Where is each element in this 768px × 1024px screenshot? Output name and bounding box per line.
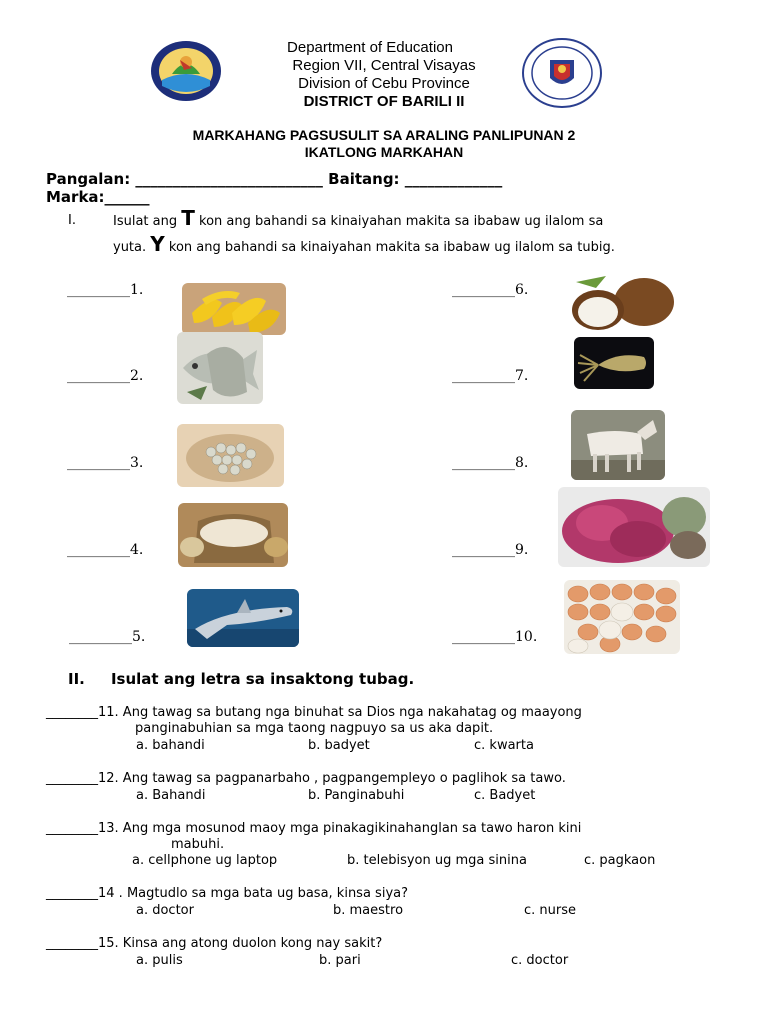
item-1-blank[interactable]: _________1. [67, 282, 144, 298]
coconut-image [566, 274, 676, 332]
q13-choice-c[interactable]: c. pagkaon [584, 853, 656, 868]
letter-t: T [181, 206, 195, 230]
q12-choice-a[interactable]: a. Bahandi [136, 788, 206, 803]
q14-choice-c[interactable]: c. nurse [524, 903, 577, 918]
exam-quarter: IKATLONG MARKAHAN [304, 144, 464, 160]
grade-field[interactable]: Baitang: _____________ [328, 170, 503, 188]
score-field[interactable]: Marka:______ [46, 188, 150, 206]
item-2-blank[interactable]: _________2. [67, 368, 144, 384]
exam-title: MARKAHANG PAGSUSULIT SA ARALING PANLIPUNAN 2 [192, 127, 576, 143]
question-13: ________13. Ang mga mosunod maoy mga pinakagikinahanglan sa tawo haron kini [46, 821, 582, 836]
q15-choice-a[interactable]: a. pulis [136, 953, 183, 968]
item-10-blank[interactable]: _________10. [452, 629, 538, 645]
q15-choice-c[interactable]: c. doctor [511, 953, 569, 968]
q11-choice-a[interactable]: a. bahandi [136, 738, 205, 753]
question-15: ________15. Kinsa ang atong duolon kong nay sakit? [46, 936, 383, 951]
header-district: DISTRICT OF BARILI II [303, 93, 465, 110]
squid-image [574, 337, 654, 389]
goat-image [571, 410, 665, 480]
item-6-blank[interactable]: _________6. [452, 282, 529, 298]
rice-sacks-image [178, 503, 288, 567]
item-3-blank[interactable]: _________3. [67, 455, 144, 471]
question-11-line2: panginabuhian sa mga taong nagpuyo sa us aka dapit. [135, 721, 494, 736]
fish-image [177, 332, 263, 404]
header-division: Division of Cebu Province [298, 75, 470, 92]
item-5-blank[interactable]: _________5. [69, 629, 146, 645]
name-field[interactable]: Pangalan: _________________________ [46, 170, 323, 188]
eggs-image [564, 580, 680, 654]
q14-choice-a[interactable]: a. doctor [136, 903, 194, 918]
q15-choice-b[interactable]: b. pari [319, 953, 361, 968]
q14-choice-b[interactable]: b. maestro [333, 903, 404, 918]
header-department: Department of Education [287, 39, 453, 56]
q12-choice-b[interactable]: b. Panginabuhi [308, 788, 405, 803]
item-7-blank[interactable]: _________7. [452, 368, 529, 384]
header-region: Region VII, Central Visayas [292, 57, 476, 74]
q12-choice-c[interactable]: c. Badyet [474, 788, 536, 803]
bananas-image [182, 283, 286, 335]
name-grade-line [46, 170, 502, 188]
section1-instruction-line2: yuta. Y kon ang bahandi sa kinaiyahan makita sa ibabaw ug ilalom sa tubig. [113, 232, 615, 256]
section1-numeral: I. [68, 213, 76, 228]
q13-choice-b[interactable]: b. telebisyon ug mga sinina [347, 853, 527, 868]
section2-heading: II. Isulat ang letra sa insaktong tubag. [68, 670, 415, 688]
coral-image [558, 487, 710, 567]
q11-choice-b[interactable]: b. badyet [308, 738, 370, 753]
question-14: ________14 . Magtudlo sa mga bata ug basa, kinsa siya? [46, 886, 409, 901]
pearls-image [177, 424, 284, 487]
item-8-blank[interactable]: _________8. [452, 455, 529, 471]
question-13-line2: mabuhi. [171, 837, 225, 852]
item-4-blank[interactable]: _________4. [67, 542, 144, 558]
item-9-blank[interactable]: _________9. [452, 542, 529, 558]
q11-choice-c[interactable]: c. kwarta [474, 738, 534, 753]
question-11: ________11. Ang tawag sa butang nga binuhat sa Dios nga nakahatag og maayong [46, 705, 582, 720]
letter-y: Y [150, 232, 165, 256]
section1-instruction-line1: Isulat ang T kon ang bahandi sa kinaiyahan makita sa ibabaw ug ilalom sa [113, 206, 604, 230]
q13-choice-a[interactable]: a. cellphone ug laptop [132, 853, 278, 868]
question-12: ________12. Ang tawag sa pagpanarbaho , pagpangempleyo o paglihok sa tawo. [46, 771, 566, 786]
shark-image [187, 589, 299, 647]
